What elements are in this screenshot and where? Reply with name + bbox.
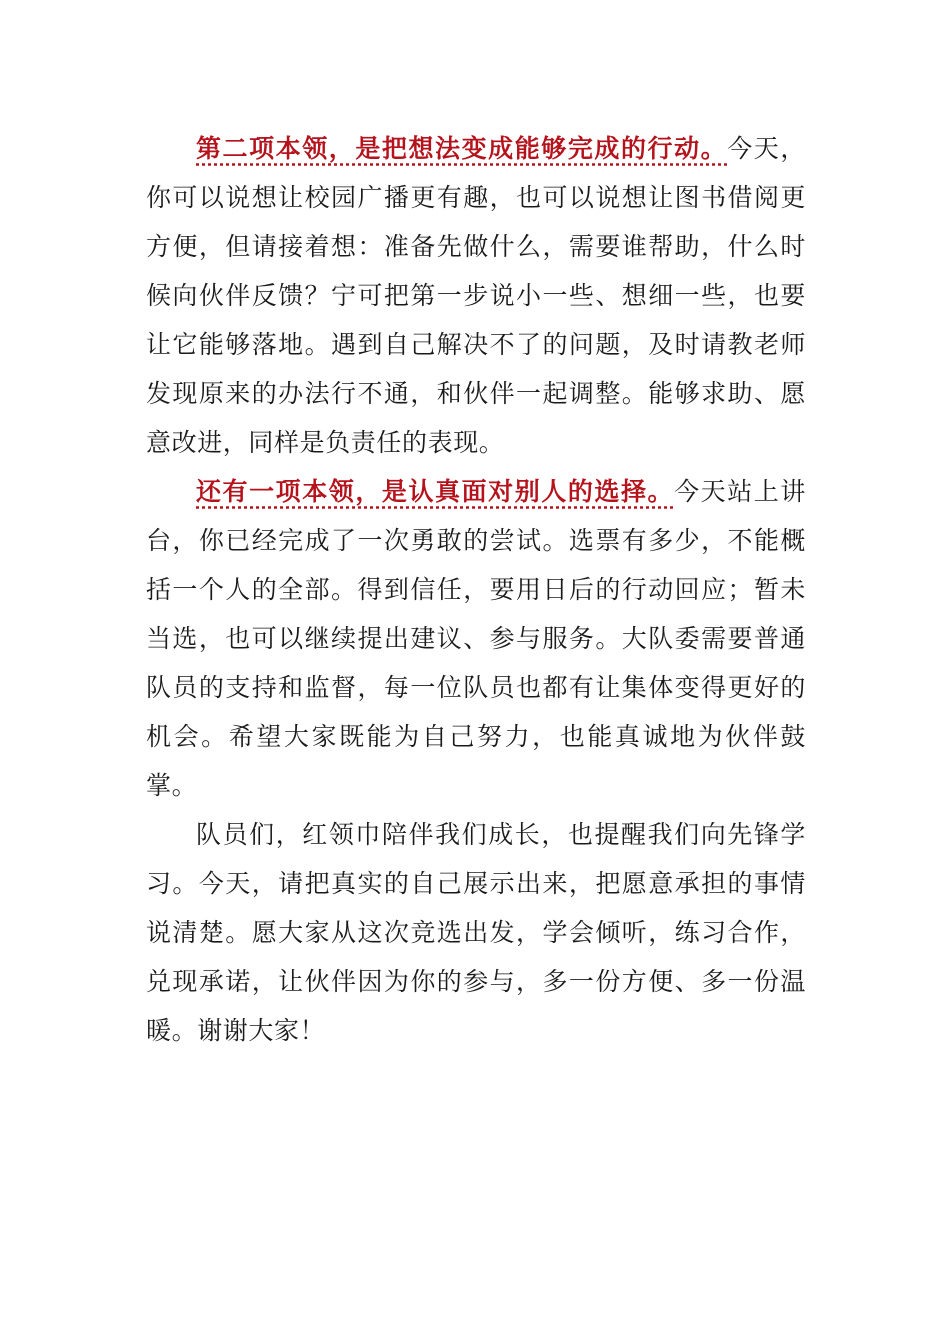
- paragraph-another-skill: [146, 467, 806, 810]
- paragraph-body-second-skill: 今天，你可以说想让校园广播更有趣，也可以说想让图书借阅更方便，但请接着想：准备先做什么，需要谁帮助，什么时候向伙伴反馈？宁可把第一步说小一些、想细一些，也要让它能够落地。遇到自己解决不了的问题，及时请教老师发现原来的办法行不通，和伙伴一起调整。能够求助、愿意改进，同样是负责任的表现。: [146, 134, 806, 457]
- paragraph-lead-another-skill: 还有一项本领，是认真面对别人的选择。: [196, 477, 675, 506]
- paragraph-closing: [146, 810, 806, 1055]
- document-page: [146, 124, 806, 1055]
- paragraph-body-closing: 队员们，红领巾陪伴我们成长，也提醒我们向先锋学习。今天，请把真实的自己展示出来，把愿意承担的事情说清楚。愿大家从这次竞选出发，学会倾听，练习合作，兑现承诺，让伙伴因为你的参与，多一份方便、多一份温暖。谢谢大家！: [146, 820, 806, 1045]
- paragraph-second-skill: [146, 124, 806, 467]
- paragraph-body-another-skill: 今天站上讲台，你已经完成了一次勇敢的尝试。选票有多少，不能概括一个人的全部。得到信任，要用日后的行动回应；暂未当选，也可以继续提出建议、参与服务。大队委需要普通队员的支持和监督，每一位队员也都有让集体变得更好的机会。希望大家既能为自己努力，也能真诚地为伙伴鼓掌。: [146, 477, 806, 800]
- paragraph-lead-second-skill: 第二项本领，是把想法变成能够完成的行动。: [196, 134, 728, 163]
